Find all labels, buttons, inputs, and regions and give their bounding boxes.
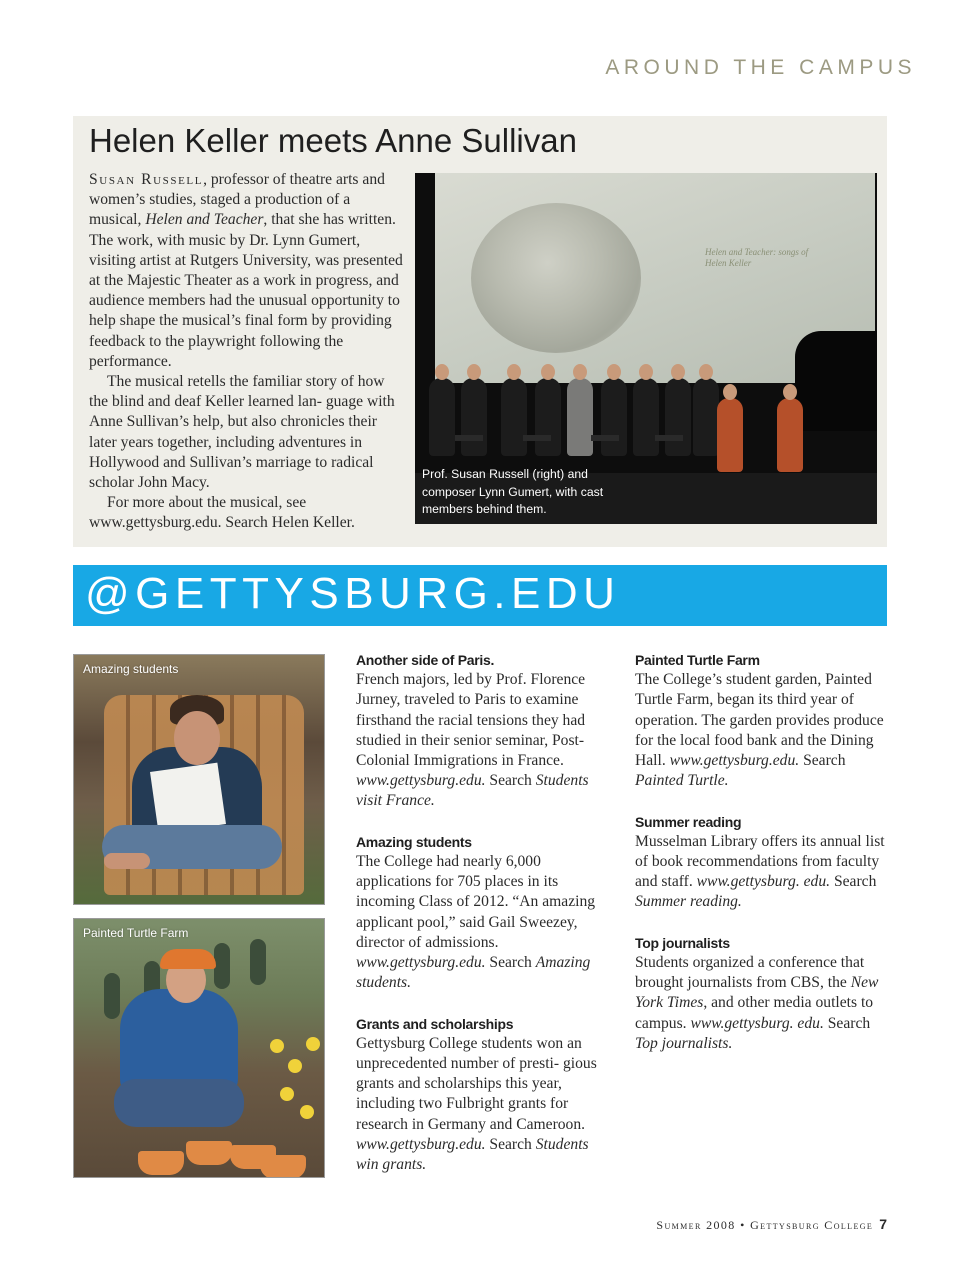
painted-turtle-farm-photo	[73, 918, 325, 1178]
article-heading: Grants and scholarships	[356, 1015, 514, 1032]
article-body	[635, 832, 887, 913]
music-stand	[523, 435, 551, 441]
cast-member	[567, 378, 593, 456]
cast-member	[535, 378, 561, 456]
article-link[interactable]: www.gettysburg. edu.	[690, 1014, 824, 1032]
projected-title: Helen and Teacher: songs of Helen Keller	[705, 247, 809, 268]
issue-date: Summer 2008	[656, 1218, 736, 1232]
amazing-students-photo	[73, 654, 325, 905]
search-term: Students visit France.	[356, 772, 589, 810]
daffodil	[300, 1105, 314, 1119]
article-text: French majors, led by Prof. Florence Jurney, traveled to Paris to examine firsthand the racial tensions they had studied in their senior seminar, Post-Colonial Immigrations in France.	[356, 671, 586, 770]
article-text: Musselman Library offers its annual list of book recommendations from faculty and staff.	[635, 832, 885, 891]
article-heading: Top journalists	[635, 934, 730, 951]
music-stand	[455, 435, 483, 441]
article-body	[356, 670, 608, 811]
projected-portrait	[471, 203, 641, 353]
search-term: Top journalists.	[635, 1034, 733, 1052]
article-text: Gettysburg College students won an unprecedented number of presti- gious grants and scholarships this year, including two Fulbright grants for research in Germany and Cameroon.	[356, 1034, 597, 1133]
feature-body	[89, 170, 403, 534]
music-stand	[655, 435, 683, 441]
article-body	[635, 670, 887, 791]
background-student	[104, 973, 120, 1019]
article-body	[356, 1034, 608, 1175]
article-heading: Another side of Paris.	[356, 652, 495, 668]
daffodil	[306, 1037, 320, 1051]
search-prefix: Search	[799, 752, 846, 770]
feature-paragraph-1	[89, 170, 403, 372]
page-number: 7	[879, 1216, 887, 1232]
feature-article	[73, 116, 887, 547]
daffodil	[288, 1059, 302, 1073]
article-text: Students organized a conference that brought journalists from CBS, the	[635, 954, 865, 992]
article-link[interactable]: www.gettysburg.edu.	[356, 1135, 486, 1153]
cast-member	[501, 378, 527, 456]
student-head	[174, 711, 220, 765]
article-body	[356, 852, 608, 993]
article-text: The College’s student garden, Painted Turtle Farm, began its third year of operation. The garden provides produce for the local food bank and the Dining Hall.	[635, 671, 884, 770]
article-painted-turtle	[635, 650, 887, 791]
background-student	[250, 939, 266, 985]
orange-cap	[160, 949, 216, 969]
news-column-left	[356, 650, 608, 1195]
search-term: Amazing students.	[356, 954, 591, 992]
cast-member	[601, 378, 627, 456]
section-label: AROUND THE CAMPUS	[605, 56, 916, 79]
feature-paragraph-3: For more about the musical, see www.gettysburg.edu. Search Helen Keller.	[89, 494, 355, 532]
cast-member	[633, 378, 659, 456]
article-body	[635, 953, 887, 1054]
publication-name: Gettysburg College	[750, 1218, 874, 1232]
daffodil	[280, 1087, 294, 1101]
background-student	[214, 943, 230, 989]
cast-member	[429, 378, 455, 456]
music-stand	[591, 435, 619, 441]
photo-caption: Prof. Susan Russell (right) and composer Lynn Gumert, with cast members behind them.	[422, 467, 604, 516]
cast-member	[665, 378, 691, 456]
article-link[interactable]: www.gettysburg.edu.	[356, 954, 486, 972]
article-heading: Summer reading	[635, 813, 742, 830]
article-amazing-students	[356, 832, 608, 994]
feature-text: , professor of theatre arts and women’s studies, staged a production of a musical,	[89, 171, 385, 229]
feature-paragraph-2: The musical retells the familiar story of how the blind and deaf Keller learned lan- guage with Anne Sullivan’s help, but also chronicles their later years together, including adventures in Hollywood and Sullivan’s marriage to radical scholar John Macy.	[89, 373, 395, 492]
cast-member	[693, 378, 719, 456]
article-summer-reading	[635, 812, 887, 913]
article-paris	[356, 650, 608, 812]
lynn-gumert	[777, 398, 803, 472]
clay-pot	[186, 1141, 232, 1165]
news-column-right	[635, 650, 887, 1074]
search-prefix: Search	[823, 1014, 871, 1032]
musical-title: Helen and Teacher	[145, 211, 264, 229]
clay-pot	[260, 1155, 306, 1178]
publication-name: New York Times	[635, 974, 879, 1012]
article-link[interactable]: www.gettysburg.edu.	[669, 752, 800, 770]
author-name: Susan Russell	[89, 171, 204, 188]
feature-text: , that she has written. The work, with music by Dr. Lynn Gumert, visiting artist at Rutgers University, was presented at the Majestic Theater as a work in progress, and audience members had the unusual opportunity to help shape the musical’s final form by providing feedback to the playwright following the performance.	[89, 211, 403, 370]
feature-title: Helen Keller meets Anne Sullivan	[89, 122, 577, 159]
search-prefix: Search	[485, 954, 536, 972]
search-term: Students win grants.	[356, 1135, 589, 1174]
search-term: Painted Turtle.	[635, 772, 729, 790]
notebook	[150, 763, 226, 834]
search-term: Summer reading.	[635, 893, 742, 911]
search-prefix: Search	[485, 772, 536, 790]
article-link[interactable]: www.gettysburg. edu.	[696, 873, 831, 891]
cast-member	[461, 378, 487, 456]
article-top-journalists	[635, 933, 887, 1054]
article-text: The College had nearly 6,000 applications for 705 places in its incoming Class of 2012. “An amazing applicant pool,” said Gail Sweezey, director of admissions.	[356, 853, 596, 951]
clay-pot	[138, 1151, 184, 1175]
susan-russell	[717, 398, 743, 472]
search-prefix: Search	[830, 873, 877, 891]
thumbnail-label: Painted Turtle Farm	[83, 926, 189, 940]
daffodil	[270, 1039, 284, 1053]
gardener-jeans	[114, 1079, 244, 1127]
student-foot	[104, 853, 150, 869]
web-banner-title: @GETTYSBURG.EDU	[85, 569, 621, 618]
article-link[interactable]: www.gettysburg.edu.	[356, 772, 486, 790]
thumbnail-label: Amazing students	[83, 662, 179, 676]
article-grants	[356, 1014, 608, 1176]
article-heading: Amazing students	[356, 833, 472, 850]
stage-photo	[415, 173, 877, 524]
piano	[795, 331, 877, 431]
page-footer	[656, 1216, 887, 1233]
web-section-banner	[73, 565, 887, 626]
article-heading: Painted Turtle Farm	[635, 652, 760, 668]
footer-separator: •	[735, 1218, 751, 1232]
search-prefix: Search	[485, 1135, 536, 1153]
article-text: , and other media outlets to campus.	[635, 994, 874, 1032]
